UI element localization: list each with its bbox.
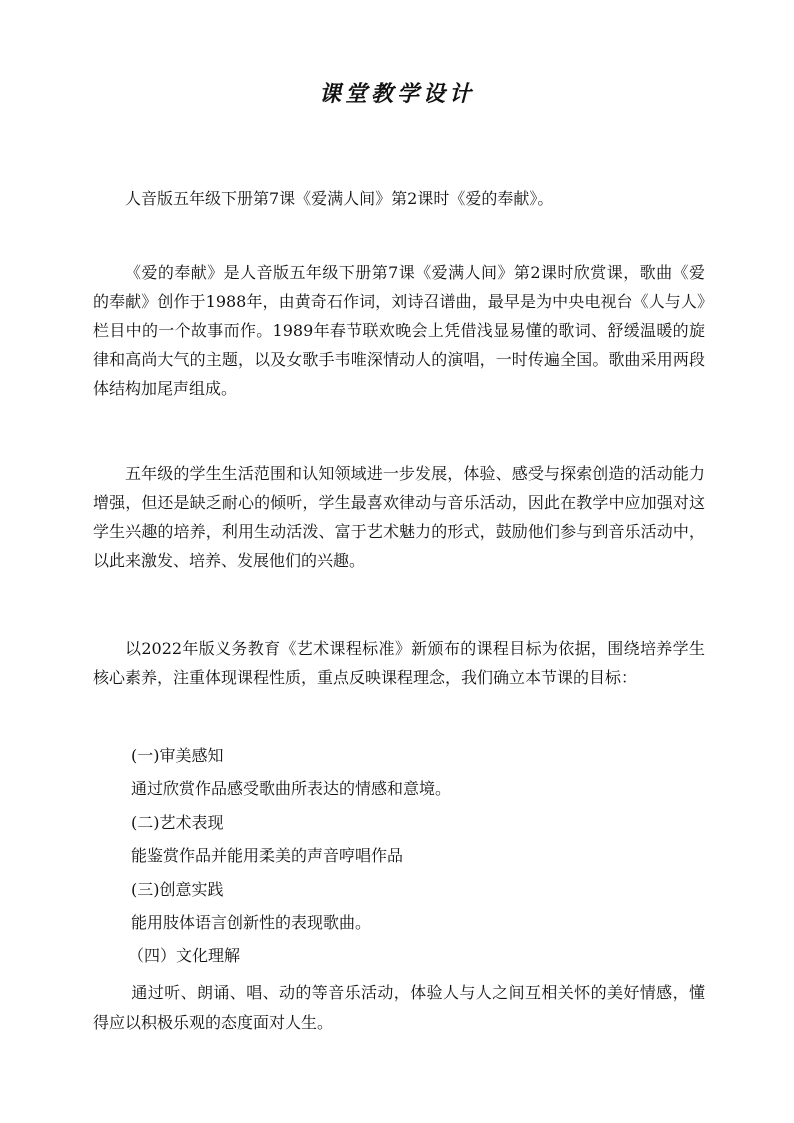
objective-text: 通过欣赏作品感受歌曲所表达的情感和意境。: [131, 779, 452, 798]
lesson-info-paragraph: 人音版五年级下册第7课《爱满人间》第2课时《爱的奉献》。: [125, 189, 554, 208]
content-analysis-paragraph: 《爱的奉献》是人音版五年级下册第7课《爱满人间》第2课时欣赏课，歌曲《爱的奉献》创作于1988年，由黄奇石作词，刘诗召谱曲，最早是为中央电视台《人与人》栏目中的一个故事而作。1989年春节联欢晚会上凭借浅显易懂的歌词、舒缓温暖的旋律和高尚大气的主题，以及女歌手韦唯深情动人的演唱，一时传遍全国。歌曲采用两段体结构加尾声组成。: [93, 263, 705, 398]
objective-text: 能鉴赏作品并能用柔美的声音哼唱作品: [131, 846, 404, 865]
objective-heading: （四）文化理解: [128, 946, 241, 965]
objective-heading: (二)艺术表现: [131, 813, 224, 832]
document-title: 课堂教学设计: [318, 81, 475, 107]
objective-heading: (三)创意实践: [131, 880, 224, 899]
objective-heading: (一)审美感知: [131, 746, 224, 765]
student-analysis-paragraph: 五年级的学生生活范围和认知领域进一步发展，体验、感受与探索创造的活动能力增强，但还是缺乏耐心的倾听，学生最喜欢律动与音乐活动，因此在教学中应加强对这学生兴趣的培养，利用生动活泼、富于艺术魅力的形式，鼓励他们参与到音乐活动中，以此来激发、培养、发展他们的兴趣。: [93, 464, 705, 570]
objectives-intro-paragraph: 以2022年版义务教育《艺术课程标准》新颁布的课程目标为依据，围绕培养学生核心素养，注重体现课程性质，重点反映课程理念，我们确立本节课的目标：: [93, 639, 705, 687]
objective-text: 能用肢体语言创新性的表现歌曲。: [131, 913, 372, 932]
objective-text: 通过听、朗诵、唱、动的等音乐活动，体验人与人之间互相关怀的美好情感，懂得应以积极乐观的态度面对人生。: [93, 983, 705, 1032]
